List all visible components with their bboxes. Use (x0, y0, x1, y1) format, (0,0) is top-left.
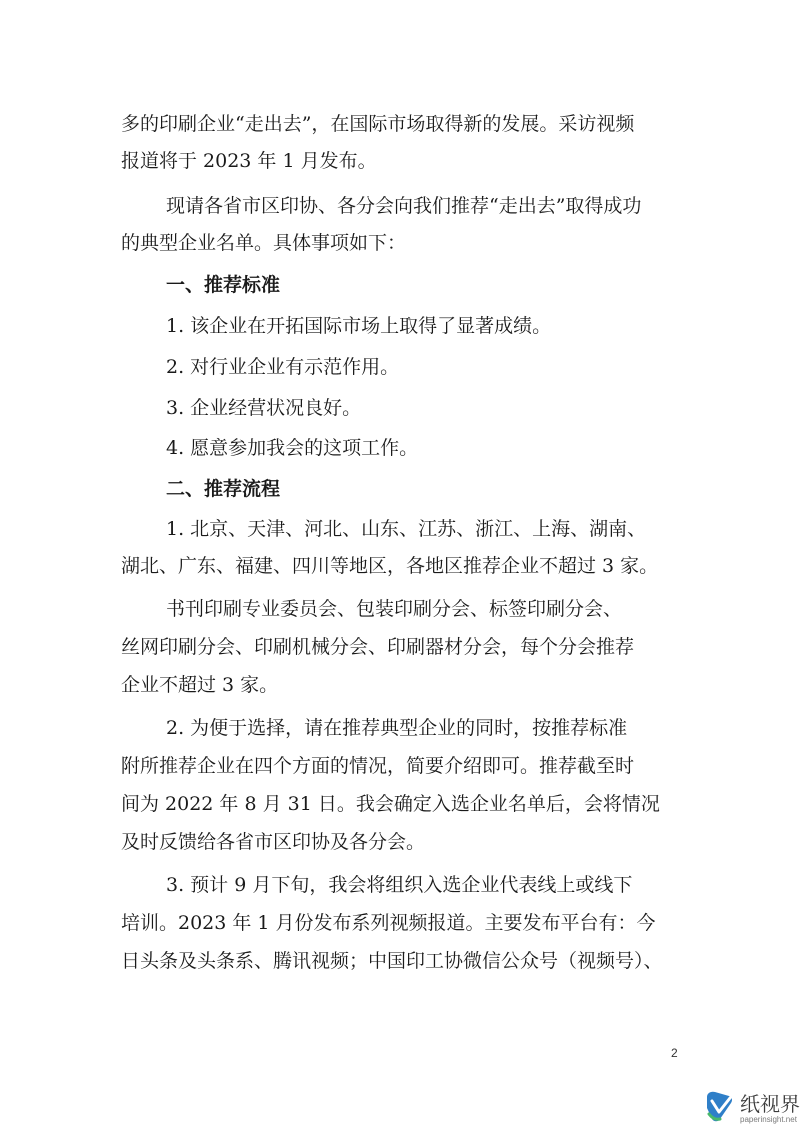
process-line-2: 湖北、广东、福建、四川等地区，各地区推荐企业不超过 3 家。 (121, 555, 659, 577)
process-line-3: 书刊印刷专业委员会、包装印刷分会、标签印刷分会、 (166, 598, 623, 620)
process-line-10: 3. 预计 9 月下旬，我会将组织入选企业代表线上或线下 (166, 874, 633, 896)
page-number: 2 (671, 1046, 678, 1060)
watermark-name: 纸视界 (740, 1092, 800, 1116)
paragraph-line-1: 多的印刷企业“走出去”，在国际市场取得新的发展。采访视频 (121, 113, 635, 135)
criteria-item-3: 3. 企业经营状况良好。 (166, 397, 362, 419)
paragraph-line-4: 的典型企业名单。具体事项如下： (121, 232, 407, 254)
paragraph-line-3: 现请各省市区印协、各分会向我们推荐“走出去”取得成功 (166, 195, 642, 217)
paperinsight-logo-icon (702, 1088, 736, 1124)
process-line-11: 培训。2023 年 1 月份发布系列视频报道。主要发布平台有：今 (121, 912, 656, 934)
process-line-8: 间为 2022 年 8 月 31 日。我会确定入选企业名单后，会将情况 (121, 793, 660, 815)
section-heading-process: 二、推荐流程 (166, 478, 281, 500)
process-line-1: 1. 北京、天津、河北、山东、江苏、浙江、上海、湖南、 (166, 518, 647, 540)
section-heading-criteria: 一、推荐标准 (166, 274, 281, 296)
paragraph-line-2: 报道将于 2023 年 1 月发布。 (121, 150, 377, 172)
process-line-5: 企业不超过 3 家。 (121, 674, 279, 696)
watermark-logo (700, 1086, 800, 1131)
process-line-4: 丝网印刷分会、印刷机械分会、印刷器材分会，每个分会推荐 (121, 636, 635, 658)
criteria-item-4: 4. 愿意参加我会的这项工作。 (166, 437, 419, 459)
watermark-site: paperinsight.net (740, 1115, 797, 1124)
process-line-6: 2. 为便于选择，请在推荐典型企业的同时，按推荐标准 (166, 717, 628, 739)
criteria-item-1: 1. 该企业在开拓国际市场上取得了显著成绩。 (166, 315, 552, 337)
process-line-12: 日头条及头条系、腾讯视频；中国印工协微信公众号（视频号）、 (121, 950, 663, 972)
criteria-item-2: 2. 对行业企业有示范作用。 (166, 356, 400, 378)
process-line-9: 及时反馈给各省市区印协及各分会。 (121, 831, 426, 853)
process-line-7: 附所推荐企业在四个方面的情况，简要介绍即可。推荐截至时 (121, 755, 635, 777)
